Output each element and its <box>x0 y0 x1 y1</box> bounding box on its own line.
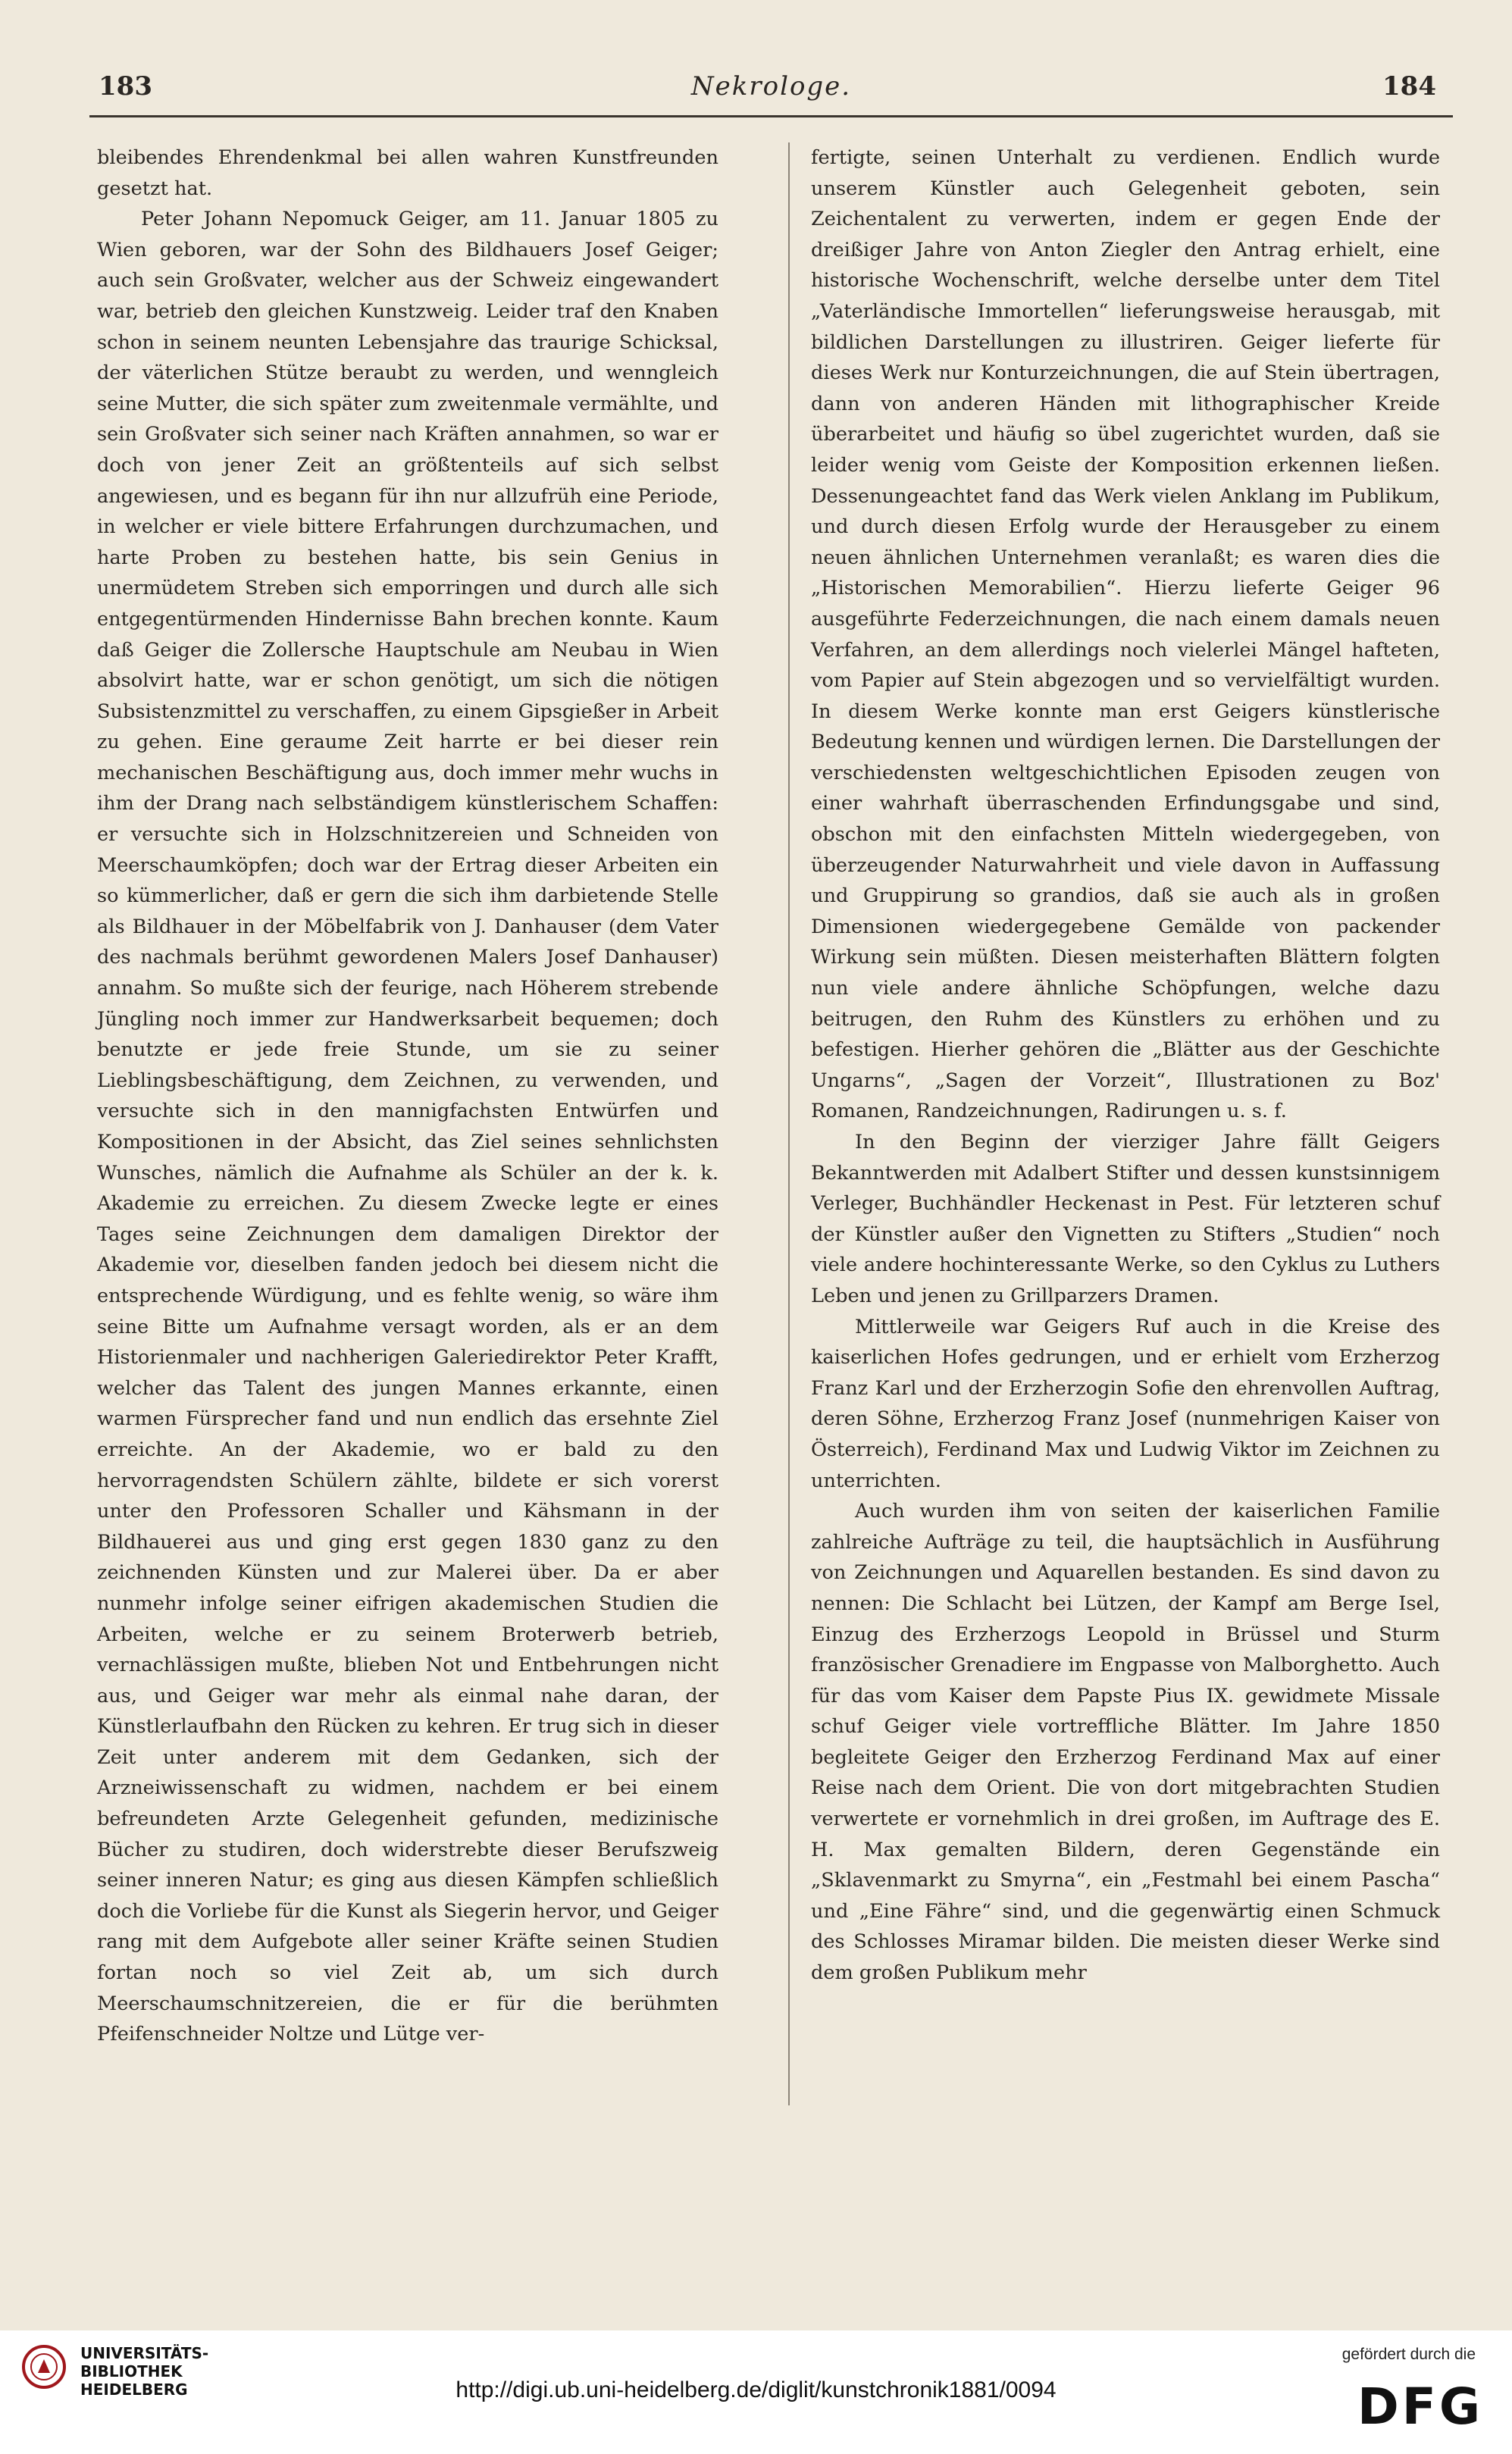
page-number-left: 183 <box>99 71 152 102</box>
column-separator <box>788 142 790 2105</box>
running-title: Nekrologe. <box>690 71 852 102</box>
paragraph: Mittlerweile war Geigers Ruf auch in die Kreise des kaiserlichen Hofes gedrungen, und er erhielt vom Erzherzog Franz Karl und der Erzherzogin Sofie den ehrenvollen Auftrag, deren Söhne, Erzherzog Franz Josef (nunmehrigen Kaiser von Österreich), Ferdinand Max und Ludwig Viktor im Zeichnen zu unterrichten. <box>811 1315 1440 1492</box>
header-rule <box>89 115 1453 117</box>
right-column <box>811 142 1440 1989</box>
institution-name: UNIVERSITÄTS- BIBLIOTHEK HEIDELBERG <box>80 2344 209 2399</box>
paragraph: Peter Johann Nepomuck Geiger, am 11. Januar 1805 zu Wien geboren, war der Sohn des Bildhauers Josef Geiger; auch sein Großvater, welcher aus der Schweiz eingewandert war, betrieb den gleichen Kunstzweig. Leider traf den Knaben schon in seinem neunten Lebensjahre das traurige Schicksal, der väterlichen Stütze beraubt zu werden, und wenngleich seine Mutter, die sich später zum zweitenmale vermählte, und sein Großvater sich seiner nach Kräften annahmen, so war er doch von jener Zeit an größtenteils auf sich selbst angewiesen, und es begann für ihn nur allzufrüh eine Periode, in welcher er viele bittere Erfahrungen durchzumachen, und harte Proben zu bestehen hatte, bis sein Genius in unermüdetem Streben sich emporringen und durch alle sich entgegentürmenden Hindernisse Bahn brechen konnte. Kaum daß Geiger die Zollersche Hauptschule am Neubau in Wien absolvirt hatte, war er schon genötigt, um sich die nötigen Subsistenzmittel zu verschaffen, zu einem Gipsgießer in Arbeit zu gehen. Eine geraume Zeit harrte er bei dieser rein mechanischen Beschäftigung aus, doch immer mehr wuchs in ihm der Drang nach selbständigem künstlerischem Schaffen: er versuchte sich in Holzschnitzereien und Schneiden von Meerschaumköpfen; doch war der Ertrag dieser Arbeiten ein so kümmerlicher, daß er gern die sich ihm darbietende Stelle als Bildhauer in der Möbelfabrik von J. Danhauser (dem Vater des nachmals berühmt gewordenen Malers Josef Danhauser) annahm. So mußte sich der feurige, nach Höherem strebende Jüngling noch immer zur Handwerksarbeit bequemen; doch benutzte er jede freie Stunde, um sie zu seiner Lieblingsbeschäftigung, dem Zeichnen, zu verwenden, und versuchte sich in den mannigfachsten Entwürfen und Kompositionen in der Absicht, das Ziel seines sehnlichsten Wunsches, nämlich die Aufnahme als Schüler an der k. k. Akademie zu erreichen. Zu diesem Zwecke legte er eines Tages seine Zeichnungen dem damaligen Direktor der Akademie vor, dieselben fanden jedoch bei diesem nicht die entsprechende Würdigung, und es fehlte wenig, so wäre ihm seine Bitte um Aufnahme versagt worden, als er an dem Historienmaler und nachherigen Galeriedirektor Peter Krafft, welcher das Talent des jungen Mannes erkannte, einen warmen Fürsprecher fand und nun endlich das ersehnte Ziel erreichte. An der Akademie, wo er bald zu den hervorragendsten Schülern zählte, bildete er sich vorerst unter den Professoren Schaller und Kähsmann in der Bildhauerei aus und ging erst gegen 1830 ganz zu den zeichnenden Künsten und zur Malerei über. Da er aber nunmehr infolge seiner eifrigen akademischen Studien die Arbeiten, welche er zu seinem Broterwerb betrieb, vernachlässigen mußte, blieben Not und Entbehrungen nicht aus, und Geiger war mehr als einmal nahe daran, der Künstlerlaufbahn den Rücken zu kehren. Er trug sich in dieser Zeit unter anderem mit dem Gedanken, sich der Arzneiwissenschaft zu widmen, nachdem er bei einem befreundeten Arzte Gelegenheit gefunden, medizinische Bücher zu studiren, doch widerstrebte dieser Berufszweig seiner inneren Natur; es ging aus diesen Kämpfen schließlich doch die Vorliebe für die Kunst als Siegerin hervor, und Geiger rang mit dem Aufgebote aller seiner Kräfte seinen Studien fortan noch so viel Zeit ab, um sich durch Meerschaumschnitzereien, die er für die berühmten Pfeifenschneider Noltze und Lütge ver- <box>97 208 718 2046</box>
paragraph: Auch wurden ihm von seiten der kaiserlichen Familie zahlreiche Aufträge zu teil, die hauptsächlich in Ausführung von Zeichnungen und Aquarellen bestanden. Es sind davon zu nennen: Die Schlacht bei Lützen, der Kampf am Berge Isel, Einzug des Erzherzogs Leopold in Brüssel und Sturm französischer Grenadiere im Engpasse von Malborghetto. Auch für das vom Kaiser dem Papste Pius IX. gewidmete Missale schuf Geiger viele vortreffliche Blätter. Im Jahre 1850 begleitete Geiger den Erzherzog Ferdinand Max auf einer Reise nach dem Orient. Die von dort mitgebrachten Studien verwertete er vornehmlich in drei großen, im Auftrage des E. H. Max gemalten Bildern, deren Gegenstände ein „Sklavenmarkt zu Smyrna“, ein „Festmahl bei einem Pascha“ und „Eine Fähre“ sind, und die gegenwärtig einen Schmuck des Schlosses Miramar bilden. Die meisten dieser Werke sind dem großen Publikum mehr <box>811 1500 1440 1985</box>
footer-bar <box>0 2330 1512 2454</box>
paragraph: In den Beginn der vierziger Jahre fällt Geigers Bekanntwerden mit Adalbert Stifter und dessen kunstsinnigem Verleger, Buchhändler Heckenast in Pest. Für letzteren schuf der Künstler außer den Vignetten zu Stifters „Studien“ noch viele andere hochinteressante Werke, so den Cyklus zu Luthers Leben und jenen zu Grillparzers Dramen. <box>811 1131 1440 1307</box>
paragraph: fertigte, seinen Unterhalt zu verdienen. Endlich wurde unserem Künstler auch Gelegenheit geboten, sein Zeichentalent zu verwerten, indem er gegen Ende der dreißiger Jahre von Anton Ziegler den Antrag erhielt, eine historische Wochenschrift, welche derselbe unter dem Titel „Vaterländische Immortellen“ lieferungsweise herausgab, mit bildlichen Darstellungen zu illustriren. Geiger lieferte für dieses Werk nur Konturzeichnungen, die auf Stein übertragen, dann von anderen Händen mit lithographischer Kreide überarbeitet und häufig so übel zugerichtet wurden, daß sie leider wenig vom Geiste der Komposition erkennen ließen. Dessenungeachtet fand das Werk vielen Anklang im Publikum, und durch diesen Erfolg wurde der Herausgeber zu einem neuen ähnlichen Unternehmen veranlaßt; es waren dies die „Historischen Memorabilien“. Hierzu lieferte Geiger 96 ausgeführte Federzeichnungen, die nach einem damals neuen Verfahren, an dem allerdings noch vielerlei Mängel hafteten, vom Papier auf Stein abgezogen und so vervielfältigt wurden. In diesem Werke konnte man erst Geigers künstlerische Bedeutung kennen und würdigen lernen. Die Darstellungen der verschiedensten weltgeschichtlichen Episoden zeugen von einer wahrhaft überraschenden Erfindungsgabe und sind, obschon mit den einfachsten Mitteln wiedergegeben, von überzeugender Naturwahrheit und viele davon in Auffassung und Gruppirung so grandios, daß sie auch als in großen Dimensionen wiedergegebene Gemälde von packender Wirkung sein müßten. Diesen meisterhaften Blättern folgten nun viele andere ähnliche Schöpfungen, welche dazu beitrugen, den Ruhm des Künstlers zu erhöhen und zu befestigen. Hierher gehören die „Blätter aus der Geschichte Ungarns“, „Sagen der Vorzeit“, Illustrationen zu Boz' Romanen, Randzeichnungen, Radirungen u. s. f. <box>811 146 1440 1123</box>
source-url-link[interactable]: http://digi.ub.uni-heidelberg.de/diglit/kunstchronik1881/0094 <box>455 2377 1057 2402</box>
page-header <box>89 65 1453 111</box>
funding-caption: gefördert durch die <box>1341 2346 1476 2363</box>
left-column <box>97 142 718 2050</box>
dfg-logo: DFG <box>1357 2377 1483 2436</box>
page-number-right: 184 <box>1382 71 1436 102</box>
paragraph: bleibendes Ehrendenkmal bei allen wahren Kunstfreunden gesetzt hat. <box>97 146 718 200</box>
